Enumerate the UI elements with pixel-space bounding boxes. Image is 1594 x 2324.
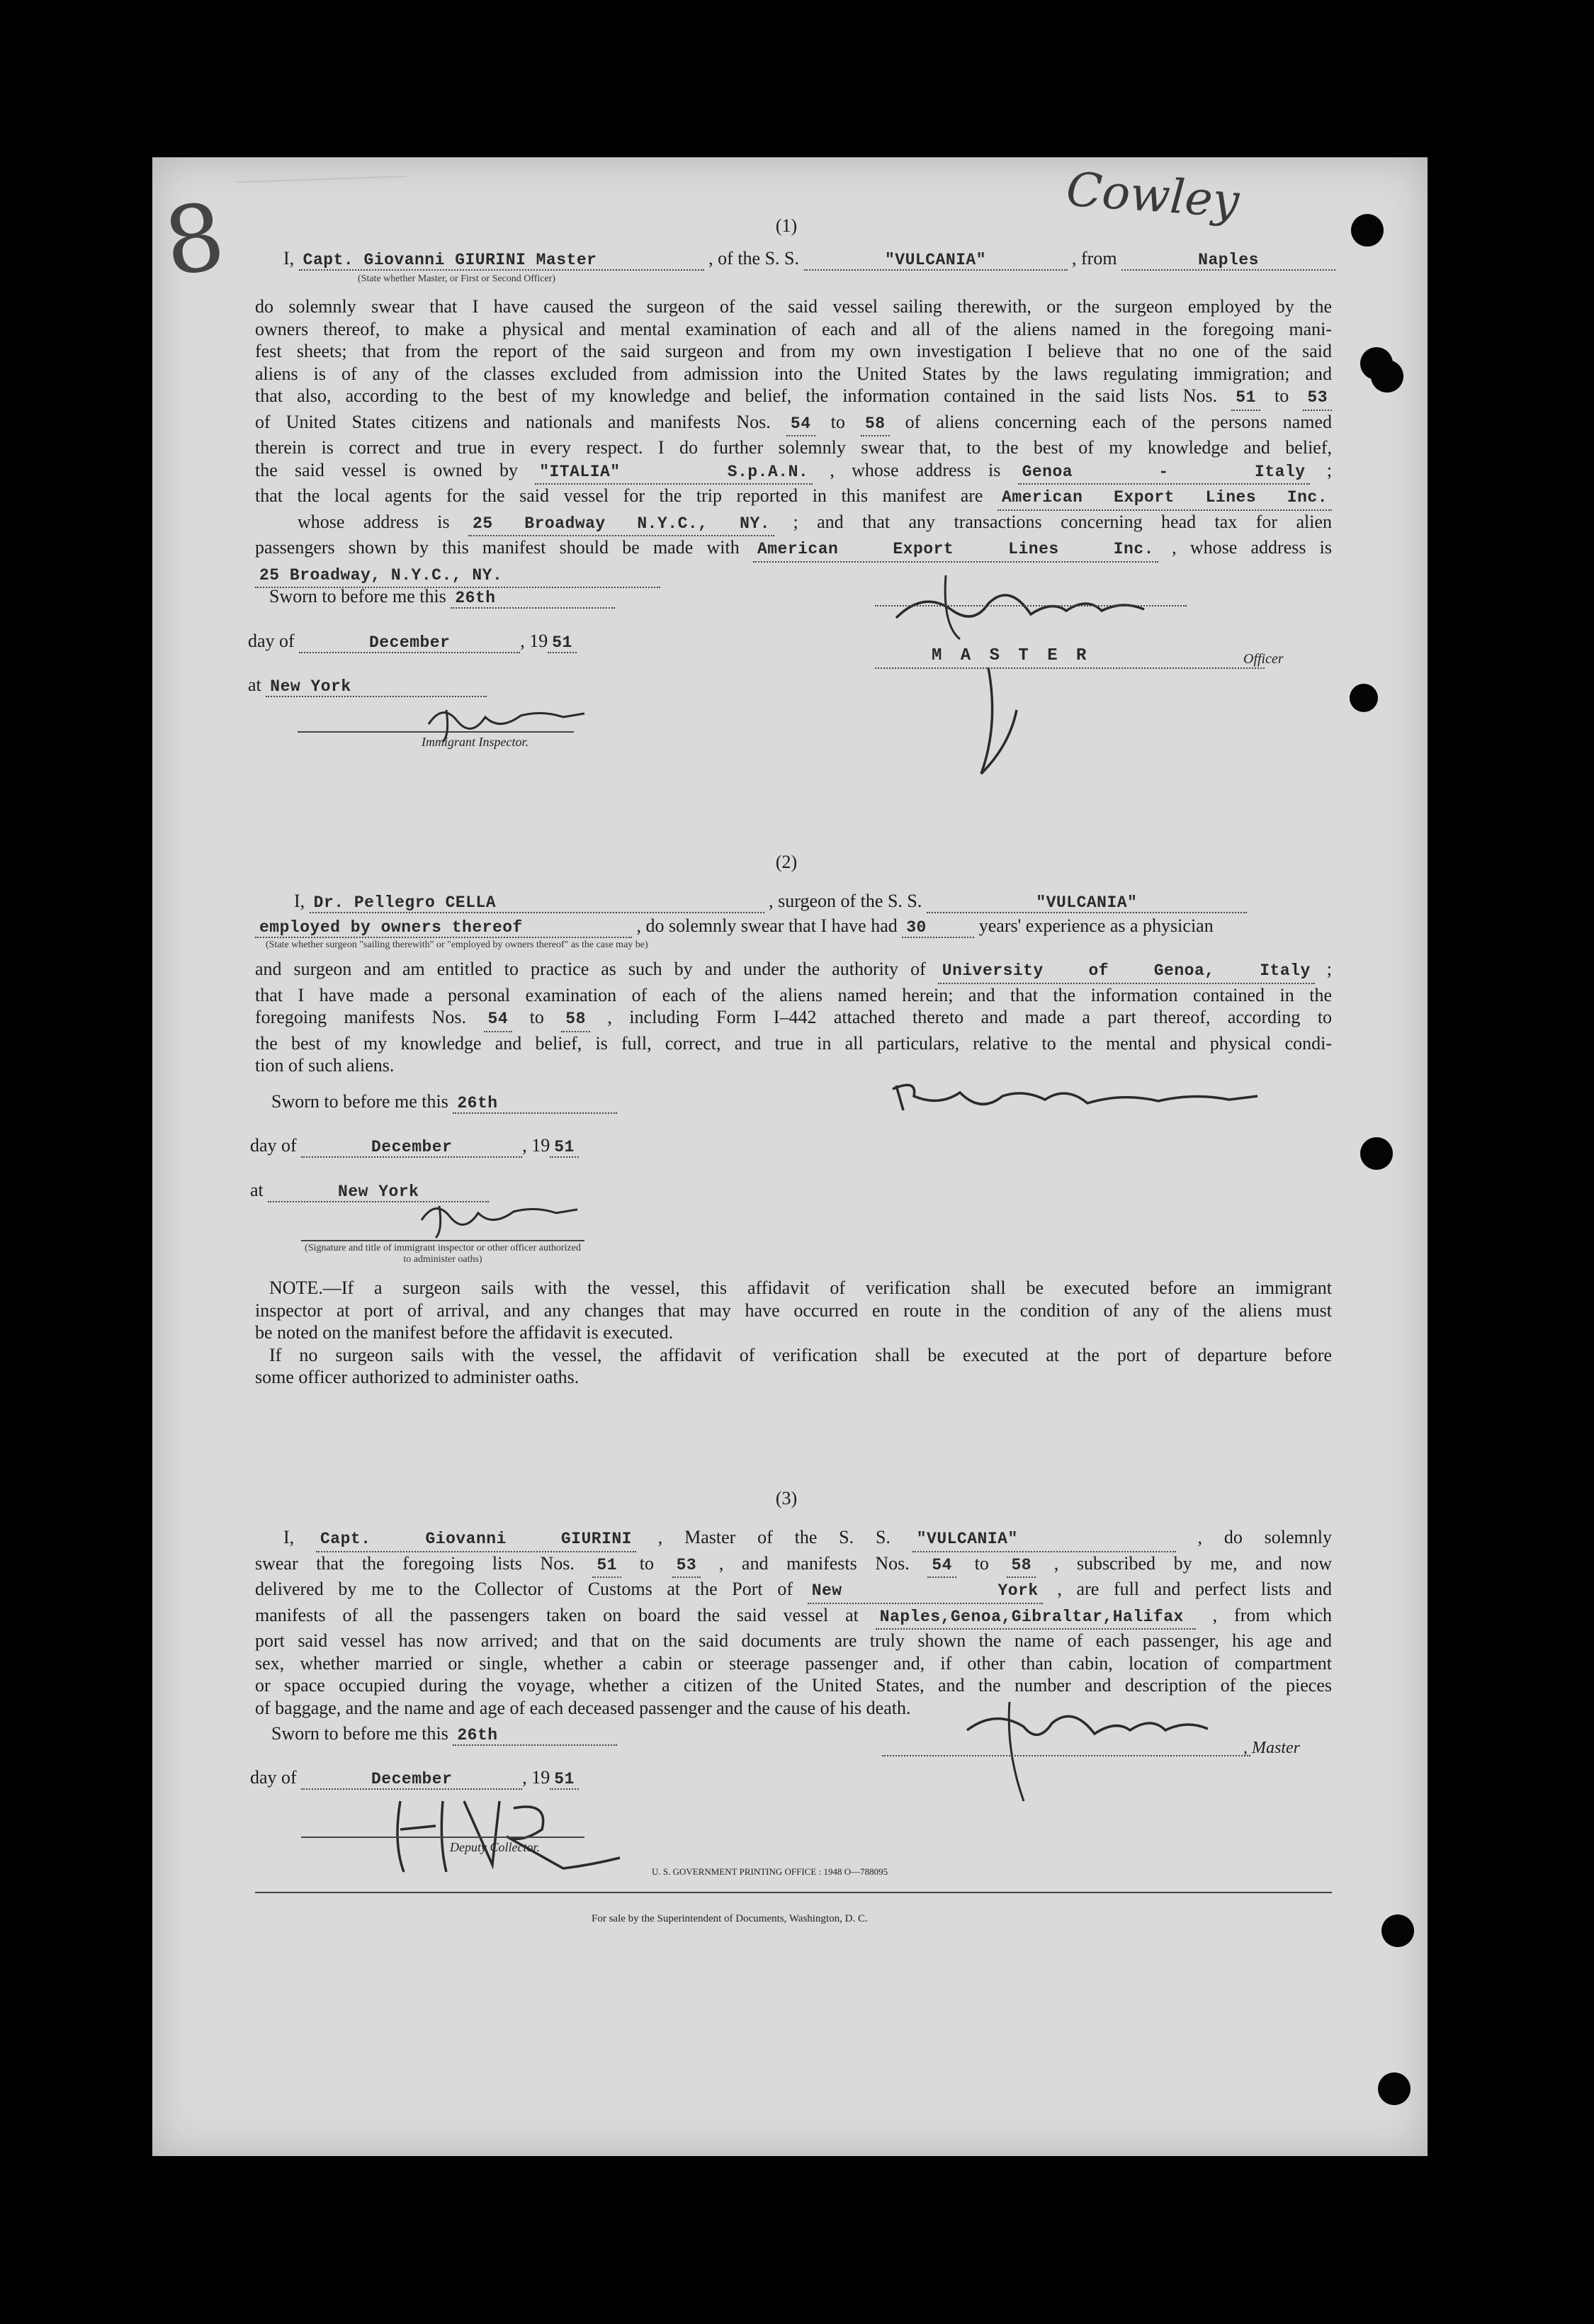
- s2-hint: (State whether surgeon "sailing therewith" or "employed by owners thereof" as the case may be): [266, 940, 648, 950]
- s2-note4: If no surgeon sails with the vessel, the affidavit of verification shall be executed at the port of departure before: [269, 1344, 1332, 1365]
- s1-body4: aliens is of any of the classes excluded from admission into the United States by the laws regulating immigration; and: [255, 363, 1332, 384]
- s1-inspector-label: Immigrant Inspector.: [422, 735, 528, 749]
- s2-surgeon-name: Dr. Pellegro CELLA: [310, 893, 764, 913]
- s1-owner-address: Genoa - Italy: [1018, 461, 1310, 485]
- footer-rule: [255, 1892, 1332, 1893]
- s3-list-to: 53: [672, 1555, 701, 1579]
- section3-number: (3): [775, 1488, 798, 1508]
- footer-sale: For sale by the Superintendent of Documents, Washington, D. C.: [592, 1913, 868, 1924]
- s3-master-name: Capt. Giovanni GIURINI: [316, 1528, 636, 1552]
- s3-port: New York: [808, 1580, 1043, 1604]
- faint-stamp: [236, 176, 408, 247]
- s1-owner-line: the said vessel is owned by "ITALIA" S.p.A.N. , whose address is Genoa - Italy ;: [255, 459, 1332, 485]
- s3-year: 51: [550, 1770, 579, 1790]
- top-right-annotation: Cowley: [1064, 162, 1241, 229]
- s2-day-of: day of December , 19 51: [250, 1135, 579, 1158]
- s3-master-label: , Master: [1243, 1739, 1300, 1757]
- inspector-signature-2: [407, 1192, 592, 1241]
- s3-body5: sex, whether married or single, whether a cabin or steerage passenger and, if other than cabin, location of compartment: [255, 1652, 1332, 1674]
- s3-man-to: 58: [1007, 1555, 1036, 1579]
- s1-port-from: Naples: [1121, 251, 1335, 271]
- section1-body: [152, 295, 1428, 588]
- s1-sworn: Sworn to before me this 26th: [269, 586, 615, 609]
- s1-body7: therein is correct and true in every respect. I do further solemnly swear that, to the best of my knowledge and belief,: [255, 437, 1332, 458]
- s2-body2: that I have made a personal examination of each of the aliens named herein; and that the information contained in the: [255, 984, 1332, 1005]
- s3-body2: delivered by me to the Collector of Customs at the Port of New York , are full and perfect lists and: [255, 1578, 1332, 1604]
- s1-of-ss: , of the S. S.: [708, 248, 800, 269]
- s1-officer-label: Officer: [1243, 651, 1284, 667]
- s3-sworn-day: 26th: [453, 1726, 617, 1746]
- margin-number: 8: [157, 181, 231, 298]
- s3-day-of: day of December , 19 51: [250, 1767, 579, 1790]
- section2-body: [152, 958, 1428, 1077]
- s3-man-from: 54: [927, 1555, 956, 1579]
- s3-body6: or space occupied during the voyage, whether a citizen of the United States, and the number and description of the pieces: [255, 1675, 1332, 1696]
- s1-master-hint: (State whether Master, or First or Second Officer): [358, 273, 556, 284]
- s2-note2: inspector at port of arrival, and any changes that may have occurred en route in the condition of any of the aliens must: [255, 1299, 1332, 1321]
- section1-first-line: [283, 248, 1335, 271]
- s2-man-to: 58: [561, 1008, 590, 1032]
- s2-years: 30: [902, 918, 974, 938]
- s1-agents-address: 25 Broadway N.Y.C., NY.: [468, 513, 774, 537]
- s3-list-from: 51: [592, 1555, 621, 1579]
- s2-body4: the best of my knowledge and belief, is full, correct, and true in all particulars, relative to the mental and physical condi-: [255, 1032, 1332, 1054]
- s3-body3: manifests of all the passengers taken on board the said vessel at Naples,Genoa,Gibraltar,Halifax , from which: [255, 1604, 1332, 1630]
- s1-list-from: 51: [1231, 387, 1260, 411]
- s1-body6: of United States citizens and nationals and manifests Nos. 54 to 58 of aliens concerning each of the persons named: [255, 411, 1332, 437]
- s3-body4: port said vessel has now arrived; and that on the said documents are truly shown the name of each passenger, his age and: [255, 1630, 1332, 1651]
- s1-tax-agent: American Export Lines Inc.: [753, 538, 1158, 563]
- s2-month: December: [301, 1138, 522, 1158]
- s1-master-sig-line: [875, 605, 1187, 607]
- s2-man-from: 54: [484, 1008, 513, 1032]
- inspector-signature-1: [414, 696, 592, 745]
- punch-hole: [1381, 1914, 1414, 1947]
- s3-body1: swear that the foregoing lists Nos. 51 to 53 , and manifests Nos. 54 to 58 , subscribed by me, and now: [255, 1552, 1332, 1579]
- s2-note5: some officer authorized to administer oaths.: [255, 1367, 580, 1387]
- punch-hole: [1378, 2072, 1411, 2105]
- master-signature-1: [875, 561, 1194, 795]
- punch-hole: [1350, 684, 1378, 712]
- section3-body: [152, 1526, 1428, 1719]
- punch-hole: [1371, 360, 1403, 393]
- s1-tax-address: 25 Broadway, N.Y.C., NY.: [255, 565, 660, 589]
- s3-first-line: I, Capt. Giovanni GIURINI , Master of the S. S. "VULCANIA" , do solemnly: [283, 1526, 1332, 1552]
- s3-master-line: [882, 1755, 1250, 1756]
- s1-from: , from: [1072, 248, 1117, 269]
- s1-year: 51: [548, 633, 577, 653]
- s1-man-from: 54: [786, 413, 815, 437]
- s2-body5: tion of such aliens.: [255, 1055, 395, 1076]
- s2-year: 51: [550, 1138, 579, 1158]
- s1-master-name: Capt. Giovanni GIURINI Master: [299, 251, 704, 271]
- collector-signature: [379, 1787, 634, 1879]
- s1-body3: fest sheets; that from the report of the said surgeon and from my own investigation I believe that no one of the said: [255, 341, 1332, 361]
- s3-collector-line: [301, 1837, 584, 1838]
- s2-notes: [152, 1277, 1428, 1389]
- s1-month: December: [299, 633, 520, 653]
- s1-man-to: 58: [861, 413, 890, 437]
- s1-sworn-day: 26th: [451, 589, 615, 609]
- s1-at: at New York: [248, 675, 487, 697]
- s2-sworn-day: 26th: [453, 1094, 617, 1114]
- punch-hole: [1351, 214, 1384, 247]
- s2-body1: and surgeon and am entitled to practice as such by and under the authority of University of Genoa, Italy ;: [255, 958, 1332, 984]
- footer-printing: U. S. GOVERNMENT PRINTING OFFICE : 1948 O—788095: [652, 1866, 888, 1877]
- s1-vessel: "VULCANIA": [804, 251, 1068, 271]
- section1-number: (1): [775, 215, 798, 236]
- s3-body7: of baggage, and the name and age of each deceased passenger and the cause of his death.: [255, 1697, 911, 1718]
- s3-sworn: Sworn to before me this 26th: [271, 1723, 617, 1746]
- s2-vessel: "VULCANIA": [927, 893, 1247, 913]
- s3-vessel: "VULCANIA": [912, 1528, 1176, 1552]
- s1-tax-line: passengers shown by this manifest should be made with American Export Lines Inc. , whose address is: [255, 536, 1332, 563]
- s3-ports: Naples,Genoa,Gibraltar,Halifax: [876, 1606, 1196, 1630]
- s1-agents-addr-line: whose address is 25 Broadway N.Y.C., NY. ; and that any transactions concerning head tax for alien: [255, 511, 1332, 537]
- s2-note1: NOTE.—If a surgeon sails with the vessel, this affidavit of verification shall be executed before an immigrant: [269, 1277, 1332, 1298]
- master-signature-3: [953, 1695, 1265, 1808]
- s2-employed: employed by owners thereof: [255, 918, 632, 938]
- s2-at: at New York: [250, 1180, 489, 1202]
- s1-owner: "ITALIA" S.p.A.N.: [535, 461, 813, 485]
- s2-sig-line: [301, 1240, 584, 1241]
- s1-agents: American Export Lines Inc.: [997, 487, 1332, 511]
- s2-sig-hint: (Signature and title of immigrant inspector or other officer authorized to administer oaths): [305, 1243, 581, 1265]
- manifest-page: [152, 157, 1428, 2156]
- s1-list-to: 53: [1303, 387, 1332, 411]
- s3-month: December: [301, 1770, 522, 1790]
- s2-place: New York: [268, 1183, 489, 1202]
- s1-place: New York: [266, 677, 487, 697]
- s2-sworn: Sworn to before me this 26th: [271, 1091, 617, 1114]
- s2-first-line: I, Dr. Pellegro CELLA , surgeon of the S. S. "VULCANIA": [294, 891, 1247, 913]
- s1-body1: do solemnly swear that I have caused the surgeon of the said vessel sailing therewith, or the surgeon employed by the: [255, 296, 1332, 317]
- punch-hole: [1360, 1137, 1393, 1170]
- surgeon-signature: [875, 1064, 1272, 1128]
- s1-body5: that also, according to the best of my knowledge and belief, the information contained in the said lists Nos. 51 to 53: [255, 385, 1332, 411]
- s1-lead: I,: [283, 248, 295, 269]
- s1-master-title-line: [875, 667, 1265, 669]
- s1-day-of: day of December , 19 51: [248, 631, 577, 653]
- s1-master-title: M A S T E R: [932, 646, 1091, 665]
- s3-collector-label: Deputy Collector.: [450, 1840, 540, 1854]
- s2-second-line: employed by owners thereof , do solemnly swear that I have had 30 years' experience as a physician: [255, 915, 1214, 938]
- s2-authority: University of Genoa, Italy: [938, 960, 1315, 984]
- s1-agents-line: that the local agents for the said vessel for the trip reported in this manifest are American Export Lines Inc.: [255, 485, 1332, 511]
- section2-number: (2): [775, 852, 798, 872]
- s1-body2: owners thereof, to make a physical and mental examination of each and all of the aliens named in the foregoing mani-: [255, 318, 1332, 339]
- s2-note3: be noted on the manifest before the affidavit is executed.: [255, 1322, 674, 1343]
- s2-body3: foregoing manifests Nos. 54 to 58 , including Form I–442 attached thereto and made a part thereof, according to: [255, 1006, 1332, 1032]
